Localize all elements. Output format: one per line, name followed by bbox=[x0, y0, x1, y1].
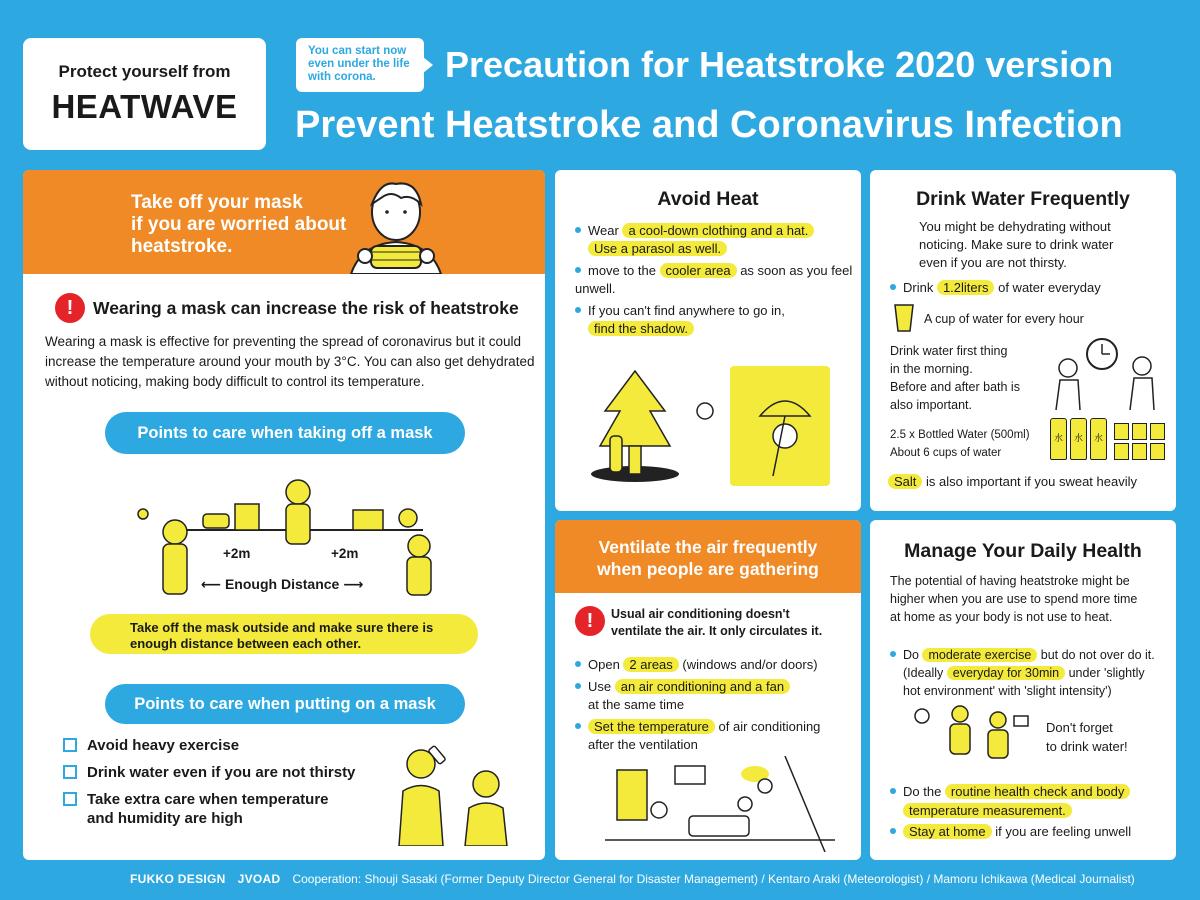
item-text: as soon as you feel unwell. bbox=[575, 263, 853, 296]
arrow-left-icon: ⟵ bbox=[201, 576, 225, 592]
ventilate-panel bbox=[555, 520, 861, 860]
checklist-text: Take extra care when temperature and humidity are high bbox=[87, 791, 329, 827]
room-illustration bbox=[605, 756, 835, 852]
exercise-line bbox=[903, 664, 1172, 682]
highlight-text: routine health check and body bbox=[945, 784, 1130, 799]
intro-line: even if you are not thirsty. bbox=[919, 255, 1067, 270]
item-text: Drink bbox=[903, 280, 937, 295]
list-item bbox=[575, 718, 857, 754]
highlight-text: 2 areas bbox=[623, 657, 678, 672]
bottle-icon: 水 bbox=[1050, 418, 1067, 460]
cup-icon bbox=[1132, 423, 1147, 440]
mask-panel-header bbox=[23, 170, 545, 274]
intro-line: The potential of having heatstroke might be bbox=[890, 574, 1130, 588]
bottle-icon: 水 bbox=[1070, 418, 1087, 460]
bottles-row bbox=[1050, 418, 1165, 460]
highlight-text: cooler area bbox=[660, 263, 737, 278]
person-mask-illustration bbox=[341, 174, 451, 274]
distance-left-label: +2m bbox=[223, 546, 251, 561]
cooperation-credits: Cooperation: Shouji Sasaki (Former Deputy Director General for Disaster Management) / Kentaro Araki (Meteorologist) / Mamoru Ichikawa (Medical Journalist) bbox=[292, 872, 1135, 886]
vent-head-line: when people are gathering bbox=[597, 559, 819, 579]
bullet-icon bbox=[575, 227, 581, 233]
bubble-line: with corona. bbox=[308, 71, 376, 83]
tree-shade-illustration bbox=[585, 366, 835, 486]
list-item bbox=[575, 656, 857, 674]
highlight-text: Stay at home bbox=[903, 824, 992, 839]
list-item bbox=[575, 262, 855, 298]
avoid-heat-list bbox=[575, 222, 855, 342]
cup-icon bbox=[1114, 423, 1129, 440]
item-text: move to the bbox=[588, 263, 660, 278]
item-text: at the same time bbox=[588, 697, 685, 712]
arrow-right-icon: ⟶ bbox=[339, 576, 364, 592]
highlight-text: an air conditioning and a fan bbox=[615, 679, 790, 694]
highlight-text: Salt bbox=[888, 474, 922, 489]
ventilate-header bbox=[555, 520, 861, 593]
item-text: (Ideally bbox=[903, 666, 947, 680]
note-line: 2.5 x Bottled Water (500ml) bbox=[890, 429, 1030, 441]
avoid-heat-panel bbox=[555, 170, 861, 511]
footer bbox=[130, 872, 1135, 886]
note-line: also important. bbox=[890, 398, 972, 412]
vent-list bbox=[575, 656, 857, 758]
fukko-design-logo: FUKKO DESIGN bbox=[130, 872, 226, 886]
checklist-item bbox=[63, 736, 357, 755]
drink-amount-row bbox=[890, 280, 1101, 295]
drink-water-panel bbox=[870, 170, 1176, 511]
bullet-icon bbox=[890, 828, 896, 834]
first-thing-note bbox=[890, 342, 1020, 414]
enough-distance-label: Enough Distance bbox=[224, 576, 340, 592]
item-text: (windows and/or doors) bbox=[678, 657, 818, 672]
walking-people-illustration bbox=[910, 702, 1030, 772]
health-check-item bbox=[890, 782, 1130, 820]
item-text: If you can't find anywhere to go in, bbox=[588, 303, 785, 318]
item-text: Use bbox=[588, 679, 615, 694]
item-text: Do bbox=[903, 648, 923, 662]
avoid-heat-title: Avoid Heat bbox=[657, 188, 759, 210]
distance-right-label: +2m bbox=[331, 546, 359, 561]
pill-putting-on: Points to care when putting on a mask bbox=[105, 684, 465, 724]
note-line: About 6 cups of water bbox=[890, 447, 1002, 459]
speech-bubble bbox=[296, 38, 424, 92]
manage-intro bbox=[890, 572, 1137, 626]
mask-paragraph: Wearing a mask is effective for preventing the spread of coronavirus but it could increase the temperature around your mouth by 3°C. You can also get dehydrated without noticing, making body difficult to control its temperature. bbox=[45, 334, 535, 389]
bottle-icon: 水 bbox=[1090, 418, 1107, 460]
heatwave-label: HEATWAVE bbox=[51, 88, 238, 125]
enough-distance-row bbox=[201, 576, 363, 593]
cup-icon bbox=[1150, 423, 1165, 440]
highlight-text: 1.2liters bbox=[937, 280, 995, 295]
highlight-text: find the shadow. bbox=[588, 321, 694, 336]
cup-note: A cup of water for every hour bbox=[924, 312, 1084, 326]
exercise-line bbox=[890, 646, 1172, 664]
list-item bbox=[575, 678, 857, 714]
intro-line: at home as your body is not use to heat. bbox=[890, 610, 1113, 624]
cups-grid bbox=[1114, 423, 1165, 460]
item-text: of air conditioning bbox=[714, 719, 821, 734]
protect-line: Protect yourself from bbox=[58, 62, 231, 81]
item-text: after the ventilation bbox=[588, 737, 698, 752]
stay-home-item bbox=[890, 824, 1131, 839]
bullet-icon bbox=[575, 683, 581, 689]
mask-checklist bbox=[63, 736, 357, 836]
jvoad-logo: JVOAD bbox=[237, 872, 281, 886]
checklist-item bbox=[63, 763, 357, 782]
exercise-line: hot environment' with 'slight intensity') bbox=[903, 684, 1112, 698]
item-text: but do not over do it. bbox=[1037, 648, 1155, 662]
drink-intro bbox=[919, 218, 1113, 272]
warning-icon: ! bbox=[55, 293, 85, 323]
manage-health-title: Manage Your Daily Health bbox=[904, 540, 1142, 562]
intro-line: noticing. Make sure to drink water bbox=[919, 237, 1114, 252]
mask-head-line: Take off your mask bbox=[131, 192, 303, 213]
checklist-text: Avoid heavy exercise bbox=[87, 737, 240, 754]
bubble-line: You can start now bbox=[308, 45, 407, 57]
item-text: Do the bbox=[903, 784, 945, 799]
vent-warning-text bbox=[611, 606, 822, 640]
bubble-line: even under the life bbox=[308, 58, 410, 70]
dont-forget-note bbox=[1046, 718, 1128, 756]
title-line-1: Precaution for Heatstroke 2020 version bbox=[445, 44, 1114, 85]
clock-people-illustration bbox=[1052, 336, 1162, 410]
checklist-item bbox=[63, 790, 357, 828]
highlight-text: temperature measurement. bbox=[903, 803, 1072, 818]
note-line: in the morning. bbox=[890, 362, 973, 376]
bullet-icon bbox=[890, 284, 896, 290]
checkbox-icon bbox=[63, 738, 77, 752]
item-text: Wear bbox=[588, 223, 623, 238]
yellow-note bbox=[90, 614, 478, 654]
yellow-note-line: enough distance between each other. bbox=[130, 636, 362, 651]
cup-icon bbox=[1132, 443, 1147, 460]
pill-taking-off: Points to care when taking off a mask bbox=[105, 412, 465, 454]
bullet-icon bbox=[575, 661, 581, 667]
item-text: under 'slightly bbox=[1065, 666, 1145, 680]
note-line: Drink water first thing bbox=[890, 344, 1008, 358]
bullet-icon bbox=[575, 307, 581, 313]
mask-head-line: if you are worried about bbox=[131, 214, 347, 235]
cup-icon bbox=[1150, 443, 1165, 460]
vent-head-line: Ventilate the air frequently bbox=[598, 537, 818, 557]
note-line: Before and after bath is bbox=[890, 380, 1020, 394]
check-line bbox=[890, 782, 1130, 801]
bullet-icon bbox=[575, 723, 581, 729]
item-text: is also important if you sweat heavily bbox=[922, 474, 1138, 489]
brand-box bbox=[23, 38, 266, 150]
yellow-note-line: Take off the mask outside and make sure there is bbox=[130, 620, 434, 635]
mask-warning-row bbox=[55, 293, 519, 323]
title-line-2: Prevent Heatstroke and Coronavirus Infection bbox=[295, 104, 1123, 146]
warn-line: Usual air conditioning doesn't bbox=[611, 607, 790, 621]
highlight-text: everyday for 30min bbox=[947, 666, 1065, 680]
check-line bbox=[903, 801, 1130, 820]
salt-note bbox=[888, 474, 1137, 489]
bullet-icon bbox=[890, 651, 896, 657]
highlight-text: a cool-down clothing and a hat. bbox=[622, 223, 814, 238]
highlight-text: Set the temperature bbox=[588, 719, 715, 734]
item-text: if you are feeling unwell bbox=[991, 824, 1132, 839]
list-item bbox=[575, 302, 855, 338]
manage-health-panel bbox=[870, 520, 1176, 860]
warn-line: ventilate the air. It only circulates it. bbox=[611, 624, 823, 638]
bullet-icon bbox=[575, 267, 581, 273]
exercise-item bbox=[890, 646, 1172, 700]
cup-icon bbox=[1114, 443, 1129, 460]
checklist-text: Drink water even if you are not thirsty bbox=[87, 764, 356, 781]
checkbox-icon bbox=[63, 792, 77, 806]
drink-water-title: Drink Water Frequently bbox=[916, 188, 1130, 210]
bottle-note bbox=[890, 426, 1030, 462]
vent-warning-row bbox=[575, 606, 822, 640]
warning-icon: ! bbox=[575, 606, 605, 636]
item-text: of water everyday bbox=[994, 280, 1101, 295]
bullet-icon bbox=[890, 788, 896, 794]
item-text: Open bbox=[588, 657, 624, 672]
note-line: to drink water! bbox=[1046, 739, 1128, 754]
note-line: Don't forget bbox=[1046, 720, 1113, 735]
mask-panel bbox=[23, 170, 545, 860]
highlight-text: Use a parasol as well. bbox=[588, 241, 727, 256]
checkbox-icon bbox=[63, 765, 77, 779]
intro-line: higher when you are use to spend more time bbox=[890, 592, 1138, 606]
highlight-text: moderate exercise bbox=[922, 648, 1037, 662]
mask-head-line: heatstroke. bbox=[131, 236, 233, 257]
mask-warning-title: Wearing a mask can increase the risk of heatstroke bbox=[93, 297, 519, 318]
cup-icon bbox=[894, 304, 914, 332]
drinking-people-illustration bbox=[381, 736, 521, 846]
intro-line: You might be dehydrating without bbox=[919, 219, 1111, 234]
list-item bbox=[575, 222, 855, 258]
